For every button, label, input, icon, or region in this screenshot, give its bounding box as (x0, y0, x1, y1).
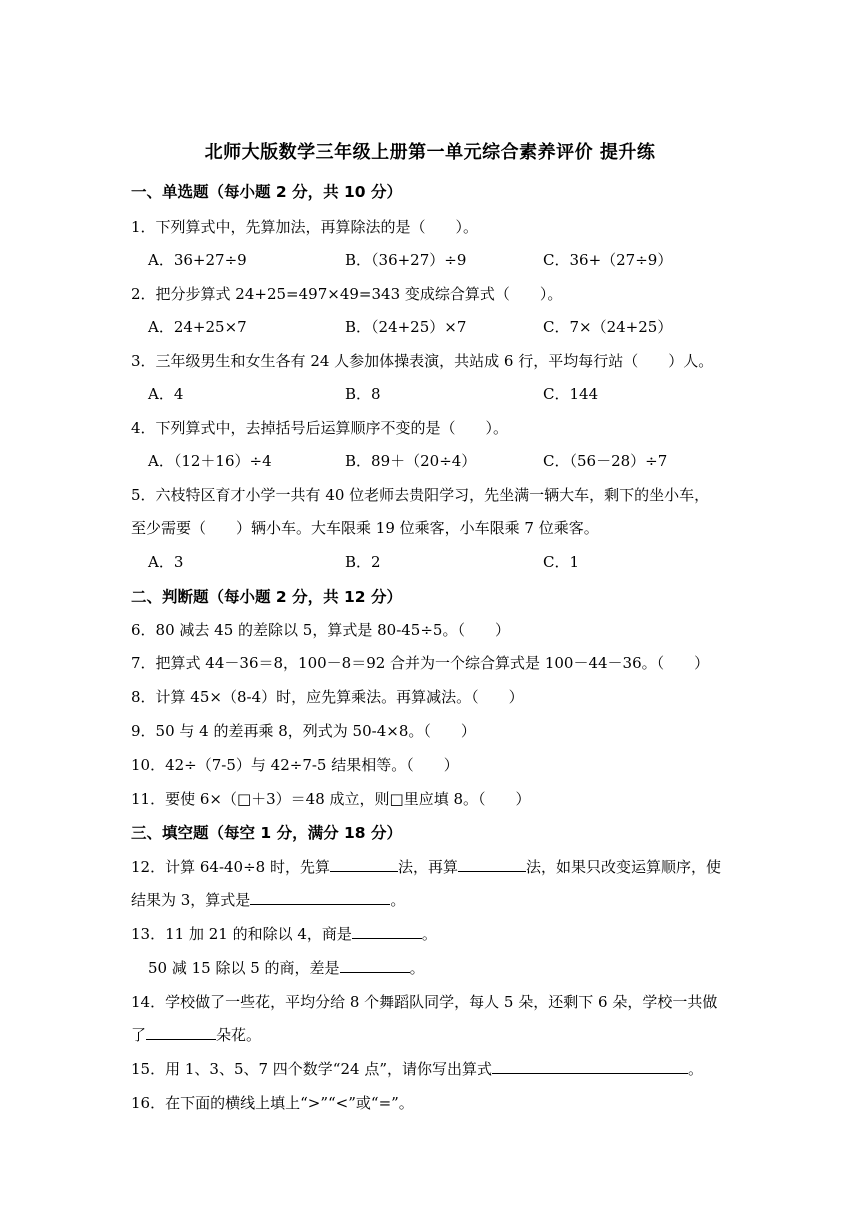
question-16: 16．在下面的横线上填上“>”“<”或“=”。 (131, 1094, 414, 1112)
section-heading-single-choice: 一、单选题（每小题 2 分，共 10 分） (131, 183, 402, 201)
q5-option-b: B．2 (345, 553, 381, 571)
q1-option-a: A．36+27÷9 (148, 251, 247, 269)
section-heading-true-false: 二、判断题（每小题 2 分，共 12 分） (131, 588, 402, 606)
q13-text-4: 。 (409, 959, 425, 977)
q15-text-2: 。 (688, 1060, 704, 1078)
q12-text-5: 。 (390, 891, 406, 909)
q4-option-c: C．（56－28）÷7 (543, 452, 668, 470)
q14-blank[interactable] (146, 1025, 216, 1040)
q13-text-2: 。 (421, 925, 437, 943)
q5-option-c: C．1 (543, 553, 580, 571)
question-4: 4．下列算式中，去掉括号后运算顺序不变的是（ ）。 (131, 419, 509, 437)
q14-text-3: 朵花。 (216, 1026, 262, 1044)
page-title: 北师大版数学三年级上册第一单元综合素养评价 提升练 (204, 142, 656, 163)
question-11: 11．要使 6×（□＋3）＝48 成立，则□里应填 8。（ ） (131, 790, 531, 808)
question-2: 2．把分步算式 24+25=497×49=343 变成综合算式（ ）。 (131, 285, 563, 303)
q13-text-3: 50 减 15 除以 5 的商，差是 (148, 959, 340, 977)
q3-option-b: B．8 (345, 385, 381, 403)
q14-text-2: 了 (131, 1026, 147, 1044)
q12-text-1: 12．计算 64-40÷8 时，先算 (131, 858, 330, 876)
q3-option-c: C．144 (543, 385, 599, 403)
question-5-continued: 至少需要（ ）辆小车。大车限乘 19 位乘客，小车限乘 7 位乘客。 (131, 519, 599, 537)
question-5: 5．六枝特区育才小学一共有 40 位老师去贵阳学习，先坐满一辆大车，剩下的坐小车， (131, 486, 710, 504)
question-12-continued (131, 889, 405, 910)
question-14-continued (131, 1024, 261, 1045)
q15-blank[interactable] (492, 1059, 688, 1074)
q12-blank-1[interactable] (330, 857, 398, 872)
q12-text-4: 结果为 3，算式是 (131, 891, 251, 909)
q4-option-a: A．（12＋16）÷4 (148, 452, 272, 470)
question-15 (131, 1058, 703, 1079)
q2-option-b: B．（24+25）×7 (345, 318, 467, 336)
q1-option-c: C．36+（27÷9） (543, 251, 673, 269)
q2-option-c: C．7×（24+25） (543, 318, 673, 336)
question-7: 7．把算式 44－36＝8，100－8＝92 合并为一个综合算式是 100－44－36。（ ） (131, 654, 710, 672)
q12-blank-3[interactable] (250, 890, 390, 905)
q4-option-b: B．89＋（20÷4） (345, 452, 477, 470)
q1-option-b: B．（36+27）÷9 (345, 251, 467, 269)
q12-text-3: 法，如果只改变运算顺序，使 (526, 858, 722, 876)
question-8: 8．计算 45×（8-4）时，应先算乘法。再算减法。（ ） (131, 688, 524, 706)
question-13-part-2 (148, 957, 425, 978)
question-13 (131, 923, 437, 944)
question-12 (131, 856, 721, 877)
question-10: 10．42÷（7-5）与 42÷7-5 结果相等。（ ） (131, 756, 459, 774)
question-1: 1．下列算式中，先算加法，再算除法的是（ ）。 (131, 218, 479, 236)
question-9: 9．50 与 4 的差再乘 8，列式为 50-4×8。（ ） (131, 722, 476, 740)
q15-text-1: 15．用 1、3、5、7 四个数学“24 点”，请你写出算式 (131, 1060, 492, 1078)
q13-blank-1[interactable] (352, 924, 422, 939)
q13-text-1: 13．11 加 21 的和除以 4，商是 (131, 925, 352, 943)
section-heading-fill-in: 三、填空题（每空 1 分，满分 18 分） (131, 824, 402, 842)
question-6: 6．80 减去 45 的差除以 5，算式是 80-45÷5。（ ） (131, 621, 510, 639)
q2-option-a: A．24+25×7 (148, 318, 247, 336)
q12-text-2: 法，再算 (397, 858, 458, 876)
question-14: 14．学校做了一些花，平均分给 8 个舞蹈队同学，每人 5 朵，还剩下 6 朵，学校一共做 (131, 993, 718, 1011)
question-3: 3．三年级男生和女生各有 24 人参加体操表演，共站成 6 行，平均每行站（ ）人。 (131, 352, 714, 370)
q13-blank-2[interactable] (340, 958, 410, 973)
q12-blank-2[interactable] (458, 857, 526, 872)
q5-option-a: A．3 (148, 553, 184, 571)
q3-option-a: A．4 (148, 385, 184, 403)
